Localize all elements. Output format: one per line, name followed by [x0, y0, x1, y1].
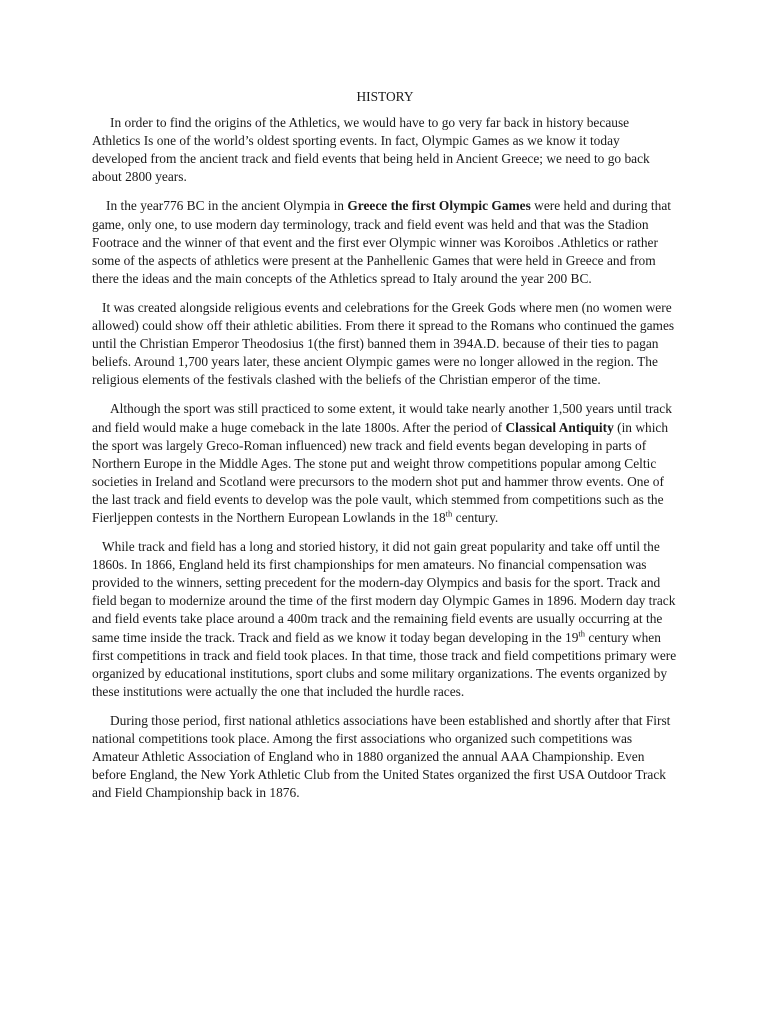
paragraph-comeback — [92, 400, 678, 527]
paragraph-text: century. — [452, 509, 499, 525]
paragraph-text: While track and field has a long and storied history, it did not gain great popularity and take off until the 1860s. In 1866, England held its first championships for men amateurs. No financial compensation was provided to the winners, setting precedent for the modern-day Olympics and basis for the sport. Track and field began to modernize around the time of the first modern day Olympic Games in 1896. Modern day track and field events take place around a 400m track and the remaining field events are usually occurring at the same time inside the track. Track and field as we know it today began developing in the 19 — [92, 539, 676, 645]
superscript: th — [445, 508, 453, 519]
document-title: HISTORY — [356, 89, 414, 104]
paragraph-text: century when first competitions in track and field took places. In that time, those track and field competitions primary were organized by educational institutions, sport clubs and some military organizations. The events organized by these institutions were actually the one that included the hurdle races. — [92, 629, 677, 699]
paragraph-text: Although the sport was still practiced to some extent, it would take nearly another 1,500 years until track and field would make a huge comeback in the late 1800s. After the period of — [92, 401, 672, 435]
paragraph-religious-events: It was created alongside religious events and celebrations for the Greek Gods where men (no women were allowed) could show off their athletic abilities. From there it spread to the Romans who continued the games until the Christian Emperor Theodosius 1(the first) banned them in 394A.D. because of their ties to pagan beliefs. Around 1,700 years later, these ancient Olympic games were no longer allowed in the region. The religious elements of the festivals clashed with the beliefs of the Christian emperor of the time. — [92, 299, 675, 388]
paragraph-text: (in which the sport was largely Greco-Roman influenced) new track and field events began developing in parts of Northern Europe in the Middle Ages. The stone put and weight throw competitions popular among Celtic societies in Ireland and Scotland were precursors to the modern shot put and hammer throw events. One of the last track and field events to develop was the pole vault, which stemmed from competitions such as the Fierljeppen contests in the Northern European Lowlands in the 18 — [92, 419, 669, 525]
document-page — [92, 88, 678, 813]
paragraph-modern-era — [92, 538, 678, 701]
superscript: th — [578, 628, 586, 639]
paragraph-text: In the year776 BC in the ancient Olympia in — [106, 198, 348, 214]
paragraph-origins: In order to find the origins of the Athletics, we would have to go very far back in history because Athletics Is one of the world’s oldest sporting events. In fact, Olympic Games as we know it today developed from the ancient track and field events that being held in Ancient Greece; we need to go back about 2800 years. — [92, 115, 650, 185]
paragraph-associations: During those period, first national athletics associations have been established and shortly after that First national competitions took place. Among the first associations who organized such competitions was Amateur Athletic Association of England who in 1880 organized the annual AAA Championship. Even before England, the New York Athletic Club from the United States organized the first USA Outdoor Track and Field Championship back in 1876. — [92, 712, 671, 801]
bold-phrase: Greece the first Olympic Games — [347, 198, 531, 214]
paragraph-first-olympics — [92, 197, 678, 287]
paragraph-text: were held and during that game, only one, to use modern day terminology, track and field event was held and that was the Stadion Footrace and the winner of that event and the first ever Olympic winner was Koroibos .Athletics or rather some of the aspects of athletics were present at the Panhellenic Games that were held in Greece and from there the ideas and the main concepts of the Athletics spread to Italy around the year 200 BC. — [92, 198, 671, 286]
bold-phrase: Classical Antiquity — [505, 419, 614, 435]
